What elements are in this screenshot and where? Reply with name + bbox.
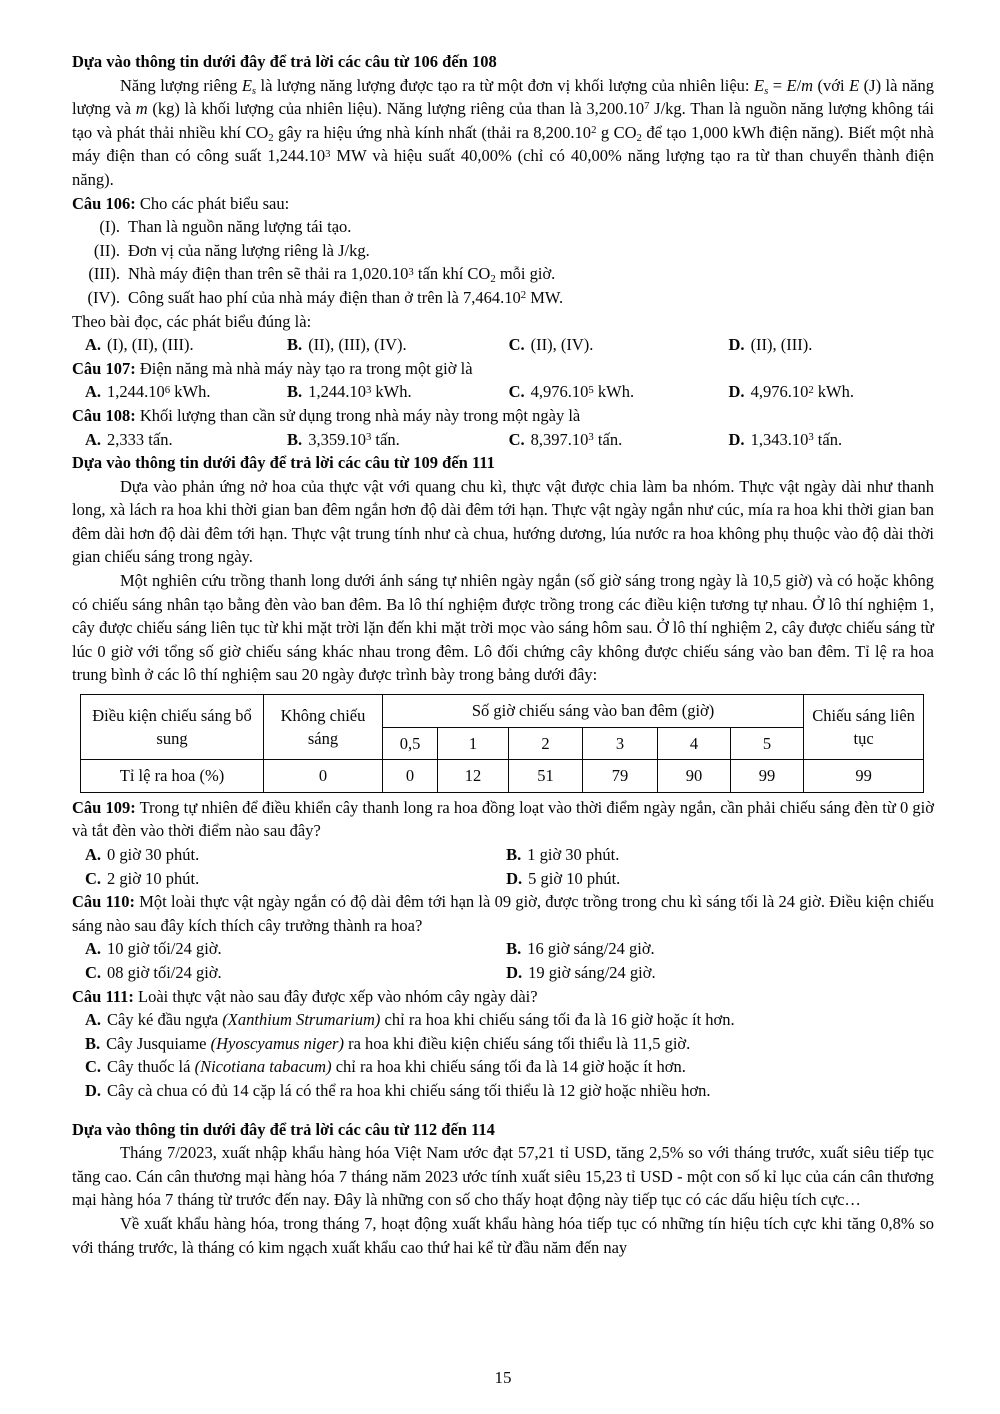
statement-4-text (128, 286, 934, 310)
text-run: 19 giờ sáng/24 giờ. (528, 962, 656, 982)
text-run: 1 giờ 30 phút. (527, 845, 620, 864)
option-letter: B. (506, 845, 522, 864)
statement-3-text (128, 262, 934, 286)
option-letter: C. (508, 382, 525, 402)
subscript-text: s (251, 84, 257, 97)
option-text (107, 1081, 710, 1100)
option-text (308, 382, 411, 401)
text-run: MW và hiệu suất 40,00% (chỉ có 40,00% năng lượng tạo ra từ than chuyển thành điện năng). (72, 146, 935, 189)
text-run: 1,244.10 (308, 382, 366, 402)
option-text (751, 430, 843, 449)
text-run: 2 giờ 10 phút. (107, 868, 200, 888)
text-run: Cây Jusquiame (106, 1033, 211, 1053)
section-header-112-114: Dựa vào thông tin dưới đây để trả lời các câu từ 112 đến 114 (72, 1119, 495, 1139)
question-106-text: Cho các phát biểu sau: (135, 193, 290, 213)
text-run: Than là nguồn năng lượng tái tạo. (128, 217, 352, 237)
table-header-condition: Điều kiện chiếu sáng bổ sung (81, 695, 264, 760)
text-run: tấn khí CO (413, 264, 491, 284)
text-run: (với (813, 75, 850, 95)
option-text (308, 430, 400, 449)
statement-1 (72, 215, 934, 239)
option-letter: C. (508, 429, 525, 449)
page-number: 15 (494, 1368, 512, 1388)
question-111-text: Loài thực vật nào sau đây được xếp vào nhóm cây ngày dài? (133, 986, 538, 1006)
flowering-rate-table (80, 694, 924, 793)
answer-option-a (85, 428, 287, 452)
option-text (751, 335, 813, 354)
table-data-row (81, 760, 924, 793)
option-letter: A. (85, 382, 102, 402)
superscript-text: 3 (588, 430, 594, 443)
answer-option-a (85, 843, 506, 867)
text-run: 08 giờ tối/24 giờ. (107, 962, 222, 982)
superscript-text: 3 (808, 430, 814, 443)
text-run: chỉ ra hoa khi chiếu sáng tối đa là 16 giờ hoặc ít hơn. (380, 1010, 735, 1030)
text-run: J/kg. Than là nguồn năng lượng không tái tạo và phát thải nhiều khí CO (72, 99, 934, 142)
text-run: (kg) là khối lượng của nhiên liệu). Năng lượng riêng của than là 3,200.10 (147, 99, 645, 119)
table-value-no-light: 0 (264, 760, 383, 793)
table-value-0-5: 0 (383, 760, 438, 793)
answer-option-b (85, 1032, 934, 1056)
text-run: (Hyoscyamus niger) (210, 1033, 344, 1053)
question-110 (72, 890, 934, 937)
option-text (107, 335, 194, 354)
subscript-text: s (764, 84, 769, 97)
option-letter: A. (85, 429, 102, 449)
option-text (531, 335, 594, 354)
answer-option-c (509, 380, 729, 404)
superscript-text: 2 (520, 289, 527, 302)
text-run: Nhà máy điện than trên sẽ thải ra 1,020.10 (128, 264, 409, 284)
table-hour-4: 4 (658, 727, 731, 760)
option-text (107, 430, 173, 449)
answer-option-d (729, 428, 934, 452)
question-106 (72, 192, 934, 216)
text-run: gây ra hiệu ứng nhà kính nhất (thải ra 8,200.10 (273, 122, 592, 142)
superscript-text: 2 (808, 383, 814, 396)
option-text (531, 382, 634, 401)
table-header-hours-group: Số giờ chiếu sáng vào ban đêm (giờ) (383, 695, 804, 728)
text-run: E (753, 75, 765, 95)
option-letter: D. (506, 962, 523, 982)
question-108 (72, 404, 934, 428)
text-run: Đơn vị của năng lượng riêng là J/kg. (128, 240, 370, 260)
passage-trade-1: Tháng 7/2023, xuất nhập khẩu hàng hóa Việt Nam ước đạt 57,21 tỉ USD, tăng 2,5% so với tháng trước, xuất siêu tiếp tục tăng cao. Cán cân thương mại hàng hóa 7 tháng năm 2023 ước tính xuất siêu 15,23 tỉ USD - một con số kỉ lục của cán cân thương mại hàng hóa 7 tháng từ trước đến nay. Đây là những con số cho thấy hoạt động này tiếp tục có các dấu hiệu tích cực… (72, 1143, 934, 1210)
statement-2-label: (II). (93, 240, 120, 260)
text-run: là lượng năng lượng được tạo ra từ một đơn vị khối lượng của nhiên liệu: (256, 75, 754, 95)
text-run: (II), (IV). (530, 335, 594, 355)
option-text (107, 1010, 735, 1029)
text-run: g CO (596, 122, 637, 142)
option-text (107, 845, 199, 864)
table-value-3: 79 (583, 760, 658, 793)
table-value-continuous: 99 (804, 760, 924, 793)
question-107 (72, 357, 934, 381)
answer-option-d (729, 380, 934, 404)
text-run: 2,333 tấn. (107, 429, 173, 449)
answer-option-d (729, 333, 934, 357)
table-header-no-light: Không chiếu sáng (264, 695, 383, 760)
superscript-text: 3 (408, 265, 414, 278)
table-row-label: Tỉ lệ ra hoa (%) (81, 760, 264, 793)
text-run: 5 giờ 10 phút. (528, 868, 621, 888)
option-letter: B. (506, 939, 522, 959)
answer-option-a (85, 333, 287, 357)
answer-option-b (506, 937, 934, 961)
passage-photoperiodism-2: Một nghiên cứu trồng thanh long dưới ánh sáng tự nhiên ngày ngắn (số giờ sáng trong ngày là 10,5 giờ) và có hoặc không có chiếu sáng nhân tạo bằng đèn vào ban đêm. Ba lô thí nghiệm được trồng trong các điều kiện tương tự nhau. Ở lô thí nghiệm 1, cây được chiếu sáng liên tục từ khi mặt trời lặn đến khi mặt trời mọc vào sáng hôm sau. Ở lô thí nghiệm 2, cây được chiếu sáng từ lúc 0 giờ với tổng số giờ chiếu sáng khác nhau trong đêm. Lô đối chứng cây không được chiếu sáng vào ban đêm. Tỉ lệ ra hoa trung bình ở các lô thí nghiệm sau 20 ngày được trình bày trong bảng dưới đây: (72, 571, 934, 685)
superscript-text: 3 (325, 147, 331, 160)
option-text (107, 939, 222, 958)
answer-option-c (85, 961, 506, 985)
question-110-text: Một loài thực vật ngày ngắn có độ dài đêm tới hạn là 09 giờ, được trồng trong chu kì sáng tối là 24 giờ. Điều kiện chiếu sáng nào sau đây kích thích cây trưởng thành ra hoa? (72, 892, 934, 935)
option-text (107, 382, 210, 401)
superscript-text: 7 (644, 100, 650, 113)
question-106-closing: Theo bài đọc, các phát biểu đúng là: (72, 311, 312, 331)
text-run: tấn. (813, 429, 843, 449)
question-109-options (72, 843, 934, 890)
passage-photoperiodism-1: Dựa vào phản ứng nở hoa của thực vật với quang chu kì, thực vật được chia làm ba nhóm. Thực vật ngày dài như thanh long, xà lách ra hoa khi thời gian ban đêm ngắn hơn độ dài đêm tới hạn. Thực vật ngày ngắn như cúc, mía ra hoa khi thời gian ban đêm dài hơn độ dài đêm tới hạn. Thực vật trung tính như cà chua, hướng dương, lúa nước ra hoa không phụ thuộc vào độ dài thời gian chiếu sáng trong ngày. (72, 476, 934, 567)
answer-option-a (85, 380, 287, 404)
table-header-continuous: Chiếu sáng liên tục (804, 695, 924, 760)
option-text (751, 382, 854, 401)
option-letter: B. (287, 429, 303, 449)
text-run: Cây thuốc lá (107, 1057, 195, 1077)
section-header-106-108: Dựa vào thông tin dưới đây để trả lời các câu từ 106 đến 108 (72, 52, 497, 71)
statement-2-text (128, 239, 934, 263)
text-run: 10 giờ tối/24 giờ. (107, 939, 222, 959)
text-run: kWh. (593, 382, 635, 402)
superscript-text: 3 (365, 383, 372, 396)
text-run: m (801, 75, 814, 95)
statement-1-text (128, 215, 934, 239)
text-run: m (135, 99, 148, 119)
question-109-text: Trong tự nhiên để điều khiển cây thanh long ra hoa đồng loạt vào thời điểm ngày ngắn, cần phải chiếu sáng đèn từ 0 giờ và tắt đèn vào thời điểm nào sau đây? (72, 797, 934, 841)
question-111 (72, 985, 934, 1009)
option-text (308, 335, 406, 354)
superscript-text: 2 (591, 123, 597, 136)
text-run: tấn. (371, 429, 400, 449)
text-run: / (796, 75, 802, 95)
statement-4 (72, 286, 934, 310)
option-text (528, 963, 655, 982)
answer-option-b (287, 380, 509, 404)
option-text (107, 869, 199, 888)
text-run: = (768, 75, 787, 95)
option-text (107, 963, 222, 982)
text-run: E (241, 75, 252, 95)
question-109-label: Câu 109: (72, 797, 136, 817)
option-letter: B. (85, 1033, 101, 1053)
question-110-options (72, 937, 934, 984)
text-run: 0 giờ 30 phút. (107, 845, 200, 864)
text-run: chỉ ra hoa khi chiếu sáng tối đa là 14 giờ hoặc ít hơn. (331, 1057, 686, 1077)
statement-2 (72, 239, 934, 263)
option-letter: B. (287, 335, 303, 355)
question-106-options (72, 333, 934, 357)
subscript-text: 2 (268, 131, 274, 144)
option-letter: C. (85, 868, 102, 888)
answer-option-c (509, 333, 729, 357)
table-hour-2: 2 (509, 727, 583, 760)
text-run: Năng lượng riêng (120, 75, 242, 95)
question-108-text: Khối lượng than cần sử dụng trong nhà máy này trong một ngày là (135, 405, 581, 425)
text-run: tấn. (593, 429, 623, 449)
text-run: mỗi giờ. (495, 264, 556, 284)
table-value-2: 51 (509, 760, 583, 793)
text-run: 4,976.10 (750, 382, 809, 402)
superscript-text: 3 (365, 430, 372, 443)
question-107-label: Câu 107: (72, 358, 136, 378)
question-111-label: Câu 111: (72, 986, 134, 1006)
option-letter: D. (85, 1080, 102, 1100)
option-letter: C. (85, 1057, 102, 1077)
superscript-text: 5 (588, 383, 594, 396)
table-value-4: 90 (658, 760, 731, 793)
answer-option-c (509, 428, 729, 452)
answer-option-d (506, 867, 934, 891)
subscript-text: 2 (490, 273, 496, 286)
statement-4-label: (IV). (87, 287, 120, 307)
text-run: MW. (526, 287, 564, 307)
question-111-options (72, 1008, 934, 1102)
text-run: kWh. (170, 382, 211, 402)
answer-option-a (85, 1008, 934, 1032)
question-108-options (72, 428, 934, 452)
option-text (527, 845, 619, 864)
answer-option-b (506, 843, 934, 867)
text-run: Công suất hao phí của nhà máy điện than ở trên là 7,464.10 (128, 287, 521, 307)
text-run: (II), (III). (750, 335, 813, 355)
text-run: E (786, 75, 797, 95)
option-letter: A. (85, 939, 102, 959)
passage-energy (72, 74, 934, 192)
answer-option-b (287, 333, 509, 357)
text-run: Cây cà chua có đủ 14 cặp lá có thể ra hoa khi chiếu sáng tối thiểu là 12 giờ hoặc nhiều hơn. (107, 1080, 711, 1100)
question-109 (72, 796, 934, 843)
table-value-5: 99 (731, 760, 804, 793)
option-letter: D. (728, 335, 745, 355)
text-run: (II), (III), (IV). (308, 335, 407, 355)
text-run: kWh. (371, 382, 412, 402)
table-hour-1: 1 (438, 727, 509, 760)
question-107-text: Điện năng mà nhà máy này tạo ra trong một giờ là (135, 358, 473, 378)
text-run: 1,343.10 (750, 429, 809, 449)
text-run: Cây ké đầu ngựa (107, 1010, 223, 1030)
option-letter: B. (287, 382, 303, 402)
subscript-text: 2 (636, 131, 642, 144)
answer-option-c (85, 867, 506, 891)
text-run: 3,359.10 (308, 429, 366, 449)
text-run: (Xanthium Strumarium) (222, 1010, 381, 1030)
option-letter: D. (728, 382, 745, 402)
option-text (107, 1057, 686, 1076)
text-run: E (849, 75, 860, 95)
answer-option-c (85, 1055, 934, 1079)
text-run: ra hoa khi điều kiện chiếu sáng tối thiểu là 11,5 giờ. (343, 1033, 691, 1053)
option-letter: A. (85, 845, 102, 864)
question-107-options (72, 380, 934, 404)
text-run: kWh. (813, 382, 854, 402)
answer-option-d (85, 1079, 934, 1103)
option-letter: C. (85, 962, 102, 982)
text-run: 4,976.10 (530, 382, 589, 402)
option-letter: D. (728, 429, 745, 449)
text-run: (Nicotiana tabacum) (194, 1057, 332, 1077)
section-header-109-111: Dựa vào thông tin dưới đây để trả lời các câu từ 109 đến 111 (72, 453, 495, 473)
answer-option-a (85, 937, 506, 961)
question-110-label: Câu 110: (72, 892, 135, 912)
answer-option-d (506, 961, 934, 985)
statement-3 (72, 262, 934, 286)
option-letter: D. (506, 868, 523, 888)
option-letter: C. (508, 335, 525, 355)
answer-option-b (287, 428, 509, 452)
question-108-label: Câu 108: (72, 405, 136, 425)
table-value-1: 12 (438, 760, 509, 793)
passage-trade-2: Về xuất khẩu hàng hóa, trong tháng 7, hoạt động xuất khẩu hàng hóa tiếp tục có những tín hiệu tích cực khi tăng 0,8% so với tháng trước, là tháng có kim ngạch xuất khẩu cao thứ hai kể từ đầu năm đến nay (72, 1213, 934, 1257)
statement-1-label: (I). (99, 217, 120, 237)
text-run: (J) là năng lượng và (72, 75, 934, 119)
text-run: 1,244.10 (107, 382, 165, 402)
text-run: 8,397.10 (530, 429, 589, 449)
statement-3-label: (III). (88, 264, 120, 284)
option-text (528, 869, 620, 888)
option-letter: A. (85, 335, 102, 355)
text-run: (I), (II), (III). (107, 335, 194, 355)
superscript-text: 6 (164, 383, 171, 396)
option-letter: A. (85, 1010, 102, 1030)
question-106-label: Câu 106: (72, 193, 136, 213)
option-text (106, 1034, 690, 1053)
table-hour-3: 3 (583, 727, 658, 760)
option-text (527, 939, 654, 958)
table-hour-5: 5 (731, 727, 804, 760)
text-run: để tạo 1,000 kWh điện năng). Biết một nhà máy điện than có công suất 1,244.10 (72, 122, 934, 166)
table-hour-0-5: 0,5 (383, 727, 438, 760)
option-text (531, 430, 623, 449)
text-run: 16 giờ sáng/24 giờ. (527, 939, 655, 959)
